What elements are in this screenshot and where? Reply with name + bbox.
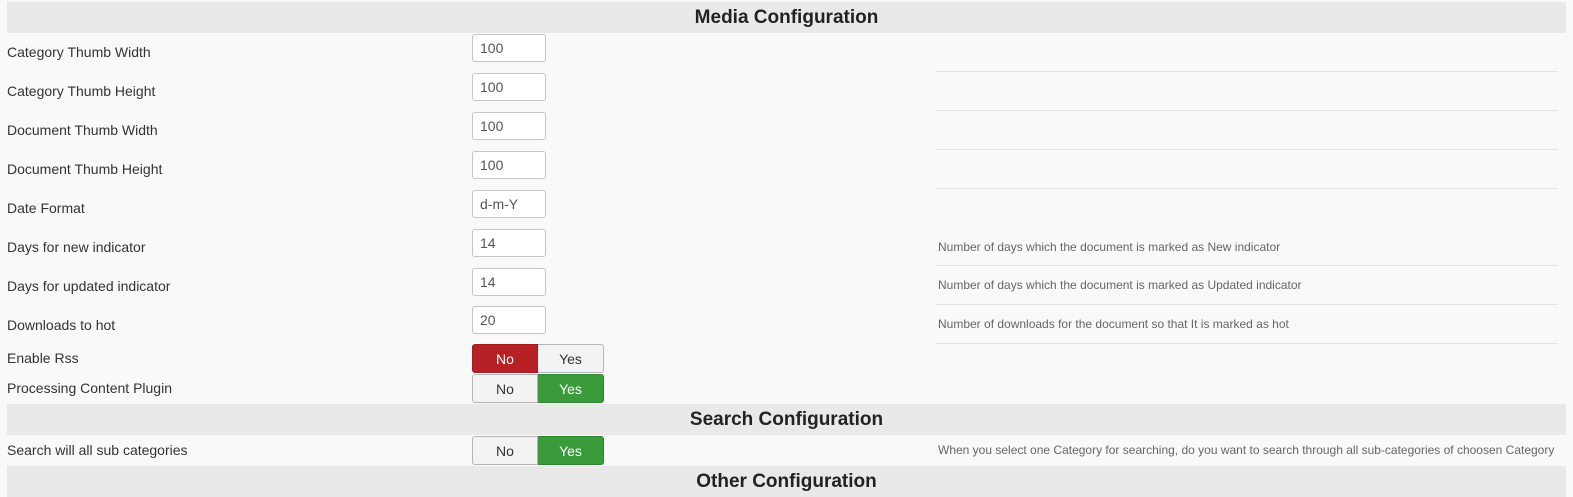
processing-plugin-yes-button[interactable]: Yes [538, 374, 604, 403]
label-category-thumb-width: Category Thumb Width [7, 44, 151, 60]
label-enable-rss: Enable Rss [7, 350, 79, 366]
label-search-sub-categories: Search will all sub categories [7, 442, 188, 458]
help-days-updated-indicator: Number of days which the document is marked as Updated indicator [936, 266, 1558, 305]
help-search-sub-categories: When you select one Category for searching, do you want to search through all sub-categories of choosen Category [938, 443, 1555, 457]
label-document-thumb-width: Document Thumb Width [7, 122, 158, 138]
processing-content-plugin-toggle[interactable] [472, 374, 604, 403]
processing-plugin-no-button[interactable]: No [472, 374, 538, 403]
days-new-indicator-input[interactable] [472, 229, 546, 257]
section-header-media: Media Configuration [7, 2, 1566, 33]
help-cell-document-thumb-width [936, 111, 1558, 150]
search-sub-yes-button[interactable]: Yes [538, 436, 604, 465]
section-header-search: Search Configuration [7, 404, 1566, 435]
document-thumb-height-input[interactable] [472, 151, 546, 179]
category-thumb-width-input[interactable] [472, 34, 546, 62]
help-days-new-indicator: Number of days which the document is marked as New indicator [936, 228, 1558, 266]
section-header-other: Other Configuration [7, 466, 1566, 497]
label-category-thumb-height: Category Thumb Height [7, 83, 156, 99]
help-downloads-to-hot: Number of downloads for the document so that It is marked as hot [936, 305, 1558, 344]
help-cell-document-thumb-height [936, 150, 1558, 189]
label-document-thumb-height: Document Thumb Height [7, 161, 163, 177]
enable-rss-no-button[interactable]: No [472, 344, 538, 373]
help-cell-category-thumb-width [936, 33, 1558, 72]
help-cell-category-thumb-height [936, 72, 1558, 111]
days-updated-indicator-input[interactable] [472, 268, 546, 296]
label-days-new-indicator: Days for new indicator [7, 239, 146, 255]
label-downloads-to-hot: Downloads to hot [7, 317, 116, 333]
enable-rss-toggle[interactable] [472, 344, 604, 373]
label-date-format: Date Format [7, 200, 85, 216]
label-processing-content-plugin: Processing Content Plugin [7, 380, 172, 396]
document-thumb-width-input[interactable] [472, 112, 546, 140]
search-sub-categories-toggle[interactable] [472, 436, 604, 465]
date-format-input[interactable] [472, 190, 546, 218]
search-sub-no-button[interactable]: No [472, 436, 538, 465]
downloads-to-hot-input[interactable] [472, 306, 546, 334]
category-thumb-height-input[interactable] [472, 73, 546, 101]
enable-rss-yes-button[interactable]: Yes [538, 344, 604, 373]
label-days-updated-indicator: Days for updated indicator [7, 278, 171, 294]
